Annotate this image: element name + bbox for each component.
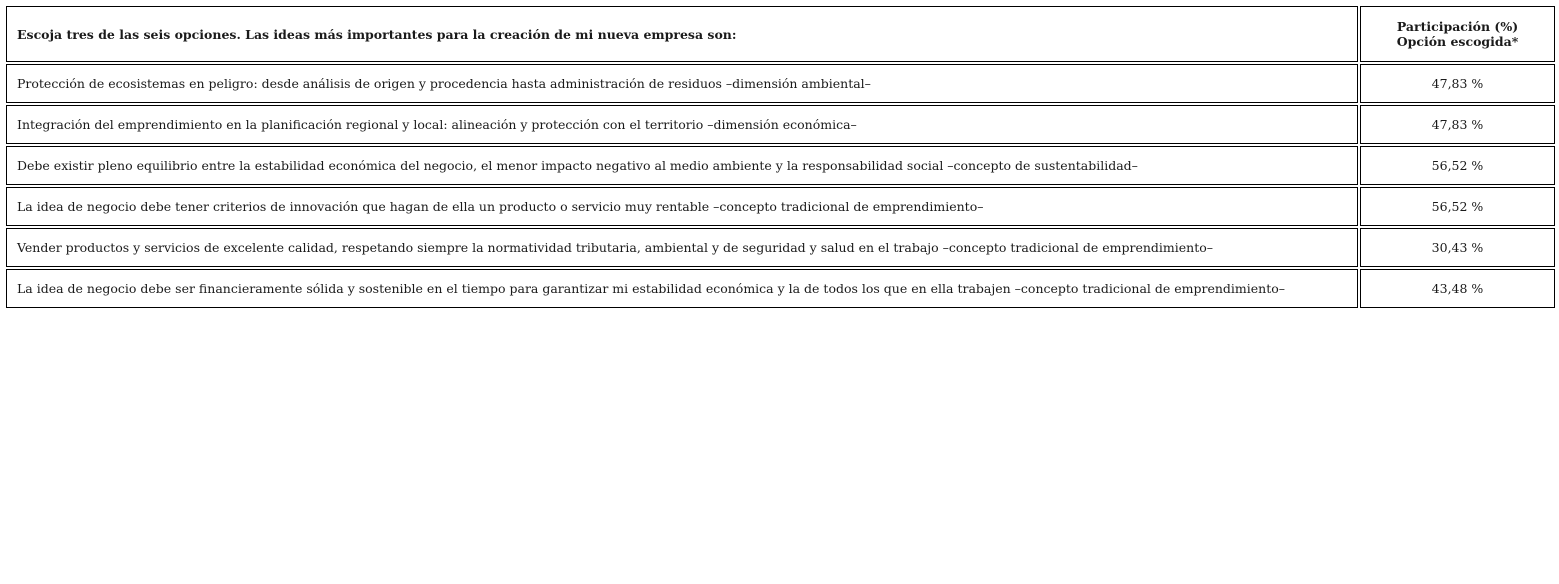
participation-header-line1: Participación (%) [1396,19,1519,34]
question-header: Escoja tres de las seis opciones. Las ideas más importantes para la creación de mi nueva empresa son: [6,6,1358,62]
table-row [6,146,1555,185]
table-row [6,269,1555,308]
option-cell: Protección de ecosistemas en peligro: desde análisis de origen y procedencia hasta administración de residuos –dimensión ambiental– [6,64,1358,103]
option-cell: Integración del emprendimiento en la planificación regional y local: alineación y protección con el territorio –dimensión económica– [6,105,1358,144]
percentage-cell: 30,43 % [1360,228,1555,267]
option-cell: Debe existir pleno equilibrio entre la estabilidad económica del negocio, el menor impacto negativo al medio ambiente y la responsabilidad social –concepto de sustentabilidad– [6,146,1358,185]
participation-header-line2: Opción escogida* [1396,34,1519,49]
table-row [6,228,1555,267]
survey-results-table [4,4,1557,310]
table-row [6,187,1555,226]
percentage-cell: 56,52 % [1360,146,1555,185]
table-row [6,64,1555,103]
percentage-cell: 56,52 % [1360,187,1555,226]
participation-header [1360,6,1555,62]
table-header-row [6,6,1555,62]
option-cell: La idea de negocio debe ser financieramente sólida y sostenible en el tiempo para garantizar mi estabilidad económica y la de todos los que en ella trabajen –concepto tradicional de emprendimiento– [6,269,1358,308]
table-row [6,105,1555,144]
option-cell: Vender productos y servicios de excelente calidad, respetando siempre la normatividad tributaria, ambiental y de seguridad y salud en el trabajo –concepto tradicional de emprendimiento– [6,228,1358,267]
option-cell: La idea de negocio debe tener criterios de innovación que hagan de ella un producto o servicio muy rentable –concepto tradicional de emprendimiento– [6,187,1358,226]
percentage-cell: 47,83 % [1360,105,1555,144]
percentage-cell: 47,83 % [1360,64,1555,103]
percentage-cell: 43,48 % [1360,269,1555,308]
